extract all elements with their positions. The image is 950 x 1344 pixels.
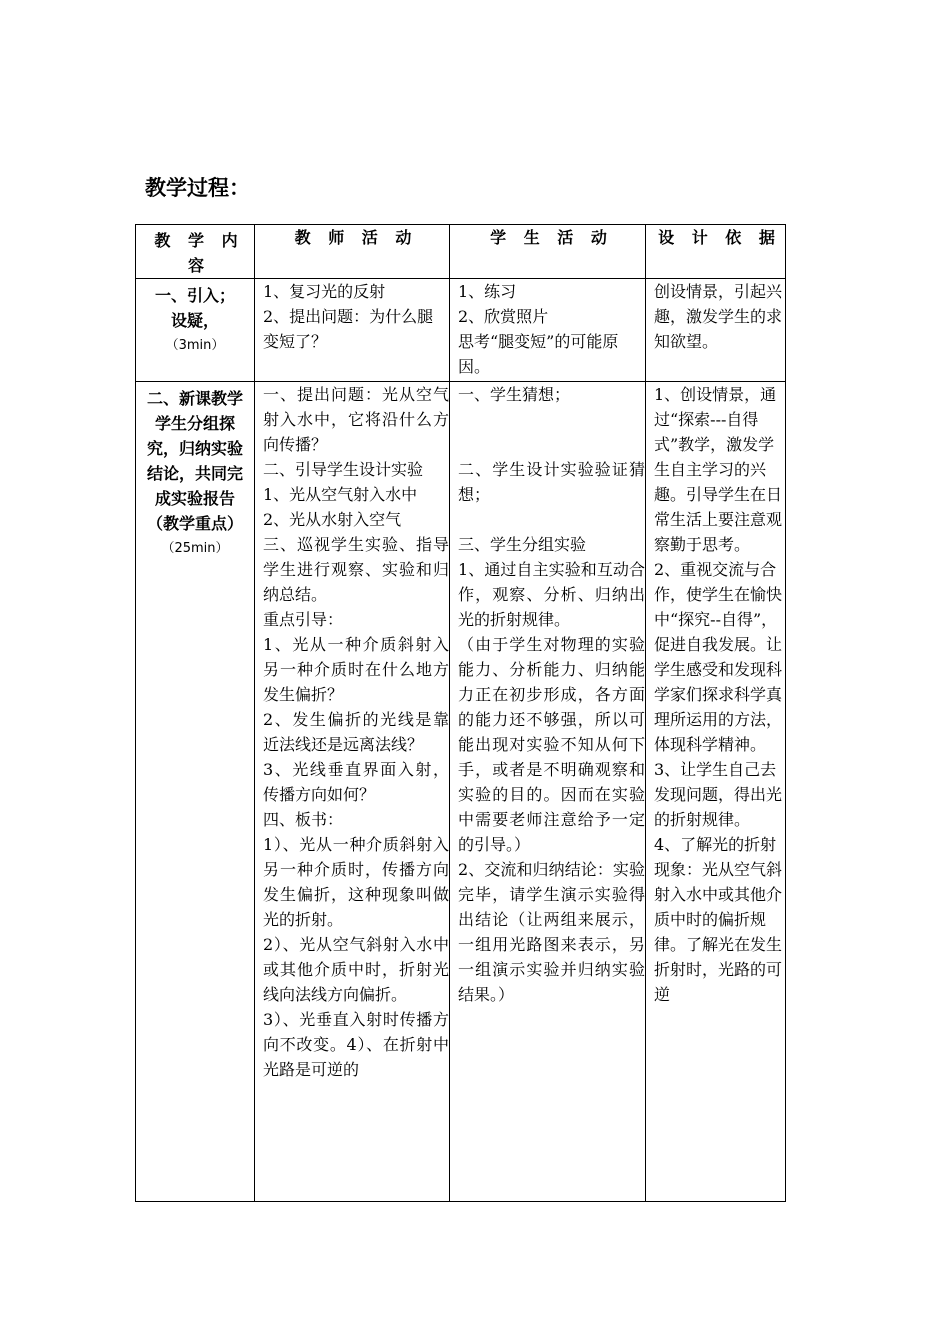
section-line: （教学重点） xyxy=(146,514,243,533)
table-row xyxy=(136,279,786,382)
lesson-table xyxy=(135,224,786,1202)
student-text: 思考“腿变短”的可能原因。 xyxy=(458,332,619,376)
teacher-text: 重点引导： xyxy=(263,610,344,629)
student-spacer xyxy=(458,507,645,532)
basis-text: 4、了解光的折射现象：光从空气斜射入水中或其他介质中时的偏折规律。了解光在发生折射时，光路的可逆 xyxy=(654,835,783,1004)
student-text: 1、通过自主实验和互动合作，观察、分析、归纳出光的折射规律。 xyxy=(458,560,645,629)
student-spacer xyxy=(458,407,645,457)
teacher-text: 2、光从水射入空气 xyxy=(263,510,402,529)
student-text: 2、欣赏照片 xyxy=(458,307,549,326)
student-text: 一、学生猜想； xyxy=(458,385,571,404)
student-cell xyxy=(450,382,646,1202)
table-header-row xyxy=(136,225,786,279)
student-text: 1、练习 xyxy=(458,282,517,301)
section-line: 一、引入； xyxy=(154,286,235,305)
teacher-text: 2、提出问题：为什么腿变短了？ xyxy=(263,307,434,351)
header-basis: 设 计 依 据 xyxy=(646,225,786,279)
header-teacher: 教 师 活 动 xyxy=(255,225,450,279)
student-cell xyxy=(450,279,646,382)
basis-text: 2、重视交流与合作，使学生在愉快中“探究--自得”，促进自我发展。让学生感受和发现科学家们探求科学真理所运用的方法，体现科学精神。 xyxy=(654,560,783,754)
student-text: （由于学生对物理的实验能力、分析能力、归纳能力正在初步形成，各方面的能力还不够强，所以可能出现对实验不知从何下手，或者是不明确观察和实验的目的。因而在实验中需要老师注意给予一定的引导。） xyxy=(458,635,645,854)
header-student: 学 生 活 动 xyxy=(450,225,646,279)
student-text: 二、学生设计实验验证猜想； xyxy=(458,460,645,504)
teacher-text: 三、巡视学生实验、指导学生进行观察、实验和归纳总结。 xyxy=(263,535,449,604)
time-label: （3min） xyxy=(165,338,225,353)
teacher-text: 1、复习光的反射 xyxy=(263,282,386,301)
section-line: 学生分组探究，归纳实验结论，共同完成实验报告 xyxy=(146,414,243,508)
basis-text: 3、让学生自己去发现问题，得出光的折射规律。 xyxy=(654,760,783,829)
student-text: 2、交流和归纳结论：实验完毕，请学生演示实验得出结论（让两组来展示，一组用光路图来表示，另一组演示实验并归纳实验结果。） xyxy=(458,860,645,1004)
teacher-text: 1、光从空气射入水中 xyxy=(263,485,418,504)
teacher-text: 1、光从一种介质斜射入另一种介质时在什么地方发生偏折？ xyxy=(263,635,449,704)
section-cell xyxy=(136,382,255,1202)
basis-cell xyxy=(646,279,786,382)
teacher-text: 2）、光从空气斜射入水中或其他介质中时，折射光线向法线方向偏折。 xyxy=(263,935,449,1004)
teacher-text: 2、发生偏折的光线是靠近法线还是远离法线？ xyxy=(263,710,449,754)
basis-text: 创设情景，引起兴趣，激发学生的求知欲望。 xyxy=(654,282,783,351)
teacher-cell xyxy=(255,382,450,1202)
teacher-text: 一、提出问题：光从空气射入水中，它将沿什么方向传播？ xyxy=(263,385,449,454)
basis-text: 1、创设情景，通过“探索---自得式”教学，激发学生自主学习的兴趣。引导学生在日常生活上要注意观察勤于思考。 xyxy=(654,385,783,554)
basis-cell xyxy=(646,382,786,1202)
teacher-text: 四、板书： xyxy=(263,810,344,829)
teacher-text: 二、引导学生设计实验 xyxy=(263,460,424,479)
page-title: 教学过程： xyxy=(145,176,250,200)
teacher-text: 3、光线垂直界面入射，传播方向如何？ xyxy=(263,760,449,804)
teacher-cell xyxy=(255,279,450,382)
student-text: 三、学生分组实验 xyxy=(458,535,587,554)
section-line: 二、新课教学 xyxy=(146,389,243,408)
section-cell xyxy=(136,279,255,382)
teacher-text: 1）、光从一种介质斜射入另一种介质时，传播方向发生偏折，这种现象叫做光的折射。 xyxy=(263,835,449,929)
section-line: 设疑， xyxy=(170,311,219,330)
time-label: （25min） xyxy=(161,541,229,556)
table-row xyxy=(136,382,786,1202)
header-content: 教 学 内 容 xyxy=(136,225,255,279)
teacher-text: 3）、光垂直入射时传播方向不改变。4）、在折射中光路是可逆的 xyxy=(263,1010,449,1079)
